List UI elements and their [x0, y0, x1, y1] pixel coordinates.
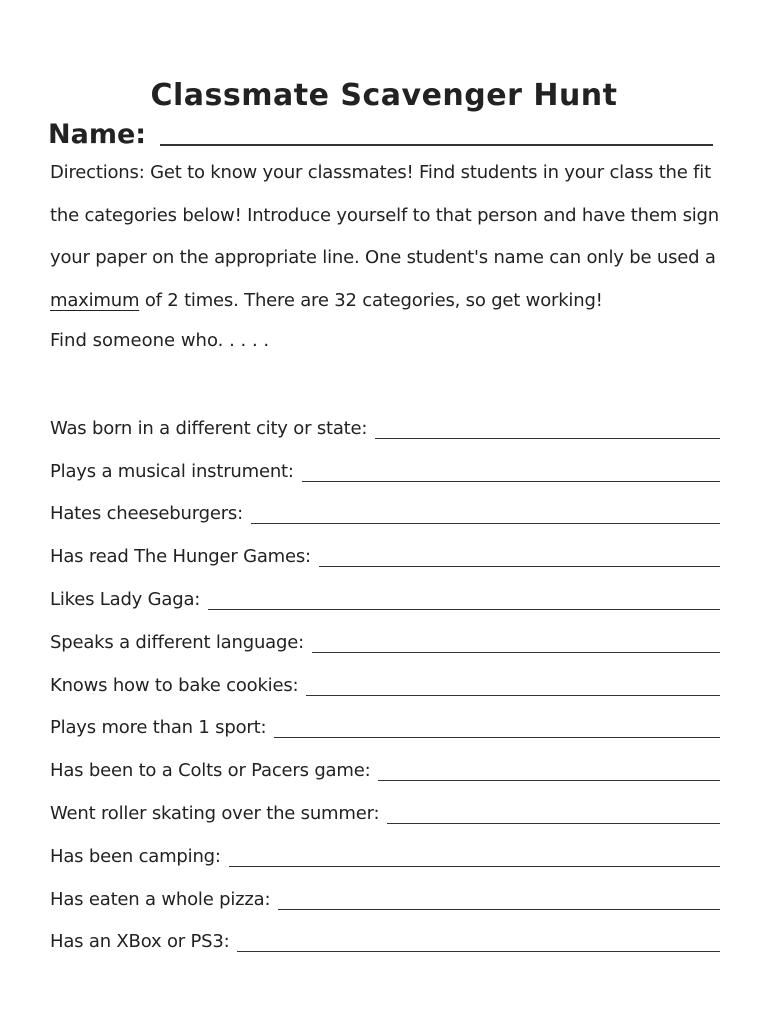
category-list — [50, 404, 720, 960]
directions-line-rest: of 2 times. There are 32 categories, so get working! — [139, 289, 603, 311]
category-item — [50, 575, 720, 618]
directions-paragraph — [50, 152, 719, 322]
category-item — [50, 490, 720, 533]
category-label: Knows how to bake cookies: — [50, 674, 299, 696]
worksheet-title: Classmate Scavenger Hunt — [150, 78, 618, 113]
category-item — [50, 918, 720, 961]
category-label: Plays a musical instrument: — [50, 460, 294, 482]
category-item — [50, 618, 720, 661]
signature-line[interactable] — [208, 599, 720, 610]
category-label: Has read The Hunger Games: — [50, 546, 311, 568]
signature-line[interactable] — [312, 642, 720, 653]
category-item — [50, 404, 720, 447]
signature-line[interactable] — [274, 727, 720, 738]
category-item — [50, 789, 720, 832]
signature-line[interactable] — [251, 513, 720, 524]
category-item — [50, 447, 720, 490]
signature-line[interactable] — [387, 813, 720, 824]
directions-line: your paper on the appropriate line. One student's name can only be used a — [50, 247, 716, 268]
category-label: Has an XBox or PS3: — [50, 931, 230, 953]
signature-line[interactable] — [378, 770, 720, 781]
category-item — [50, 532, 720, 575]
signature-line[interactable] — [306, 685, 720, 696]
category-label: Was born in a different city or state: — [50, 417, 368, 439]
signature-line[interactable] — [237, 941, 720, 952]
name-label: Name: — [48, 119, 147, 150]
category-item — [50, 704, 720, 747]
directions-line: Directions: Get to know your classmates! Find students in your class the fit — [50, 162, 711, 183]
signature-line[interactable] — [375, 428, 720, 439]
category-label: Likes Lady Gaga: — [50, 588, 201, 610]
category-label: Hates cheeseburgers: — [50, 503, 243, 525]
category-label: Speaks a different language: — [50, 631, 304, 653]
category-item — [50, 832, 720, 875]
category-label: Went roller skating over the summer: — [50, 802, 380, 824]
category-label: Has been camping: — [50, 845, 221, 867]
signature-line[interactable] — [229, 856, 720, 867]
signature-line[interactable] — [319, 556, 720, 567]
category-label: Plays more than 1 sport: — [50, 717, 267, 739]
name-row — [48, 114, 713, 150]
category-label: Has been to a Colts or Pacers game: — [50, 760, 371, 782]
category-label: Has eaten a whole pizza: — [50, 888, 271, 910]
category-item — [50, 875, 720, 918]
maximum-emphasis: maximum — [50, 289, 140, 311]
name-answer-line[interactable] — [160, 122, 713, 146]
signature-line[interactable] — [278, 899, 720, 910]
find-someone-prompt: Find someone who. . . . . — [50, 330, 270, 351]
category-item — [50, 661, 720, 704]
signature-line[interactable] — [302, 471, 720, 482]
directions-line: the categories below! Introduce yourself to that person and have them sign — [50, 204, 719, 226]
directions-line — [50, 280, 710, 323]
category-item — [50, 746, 720, 789]
